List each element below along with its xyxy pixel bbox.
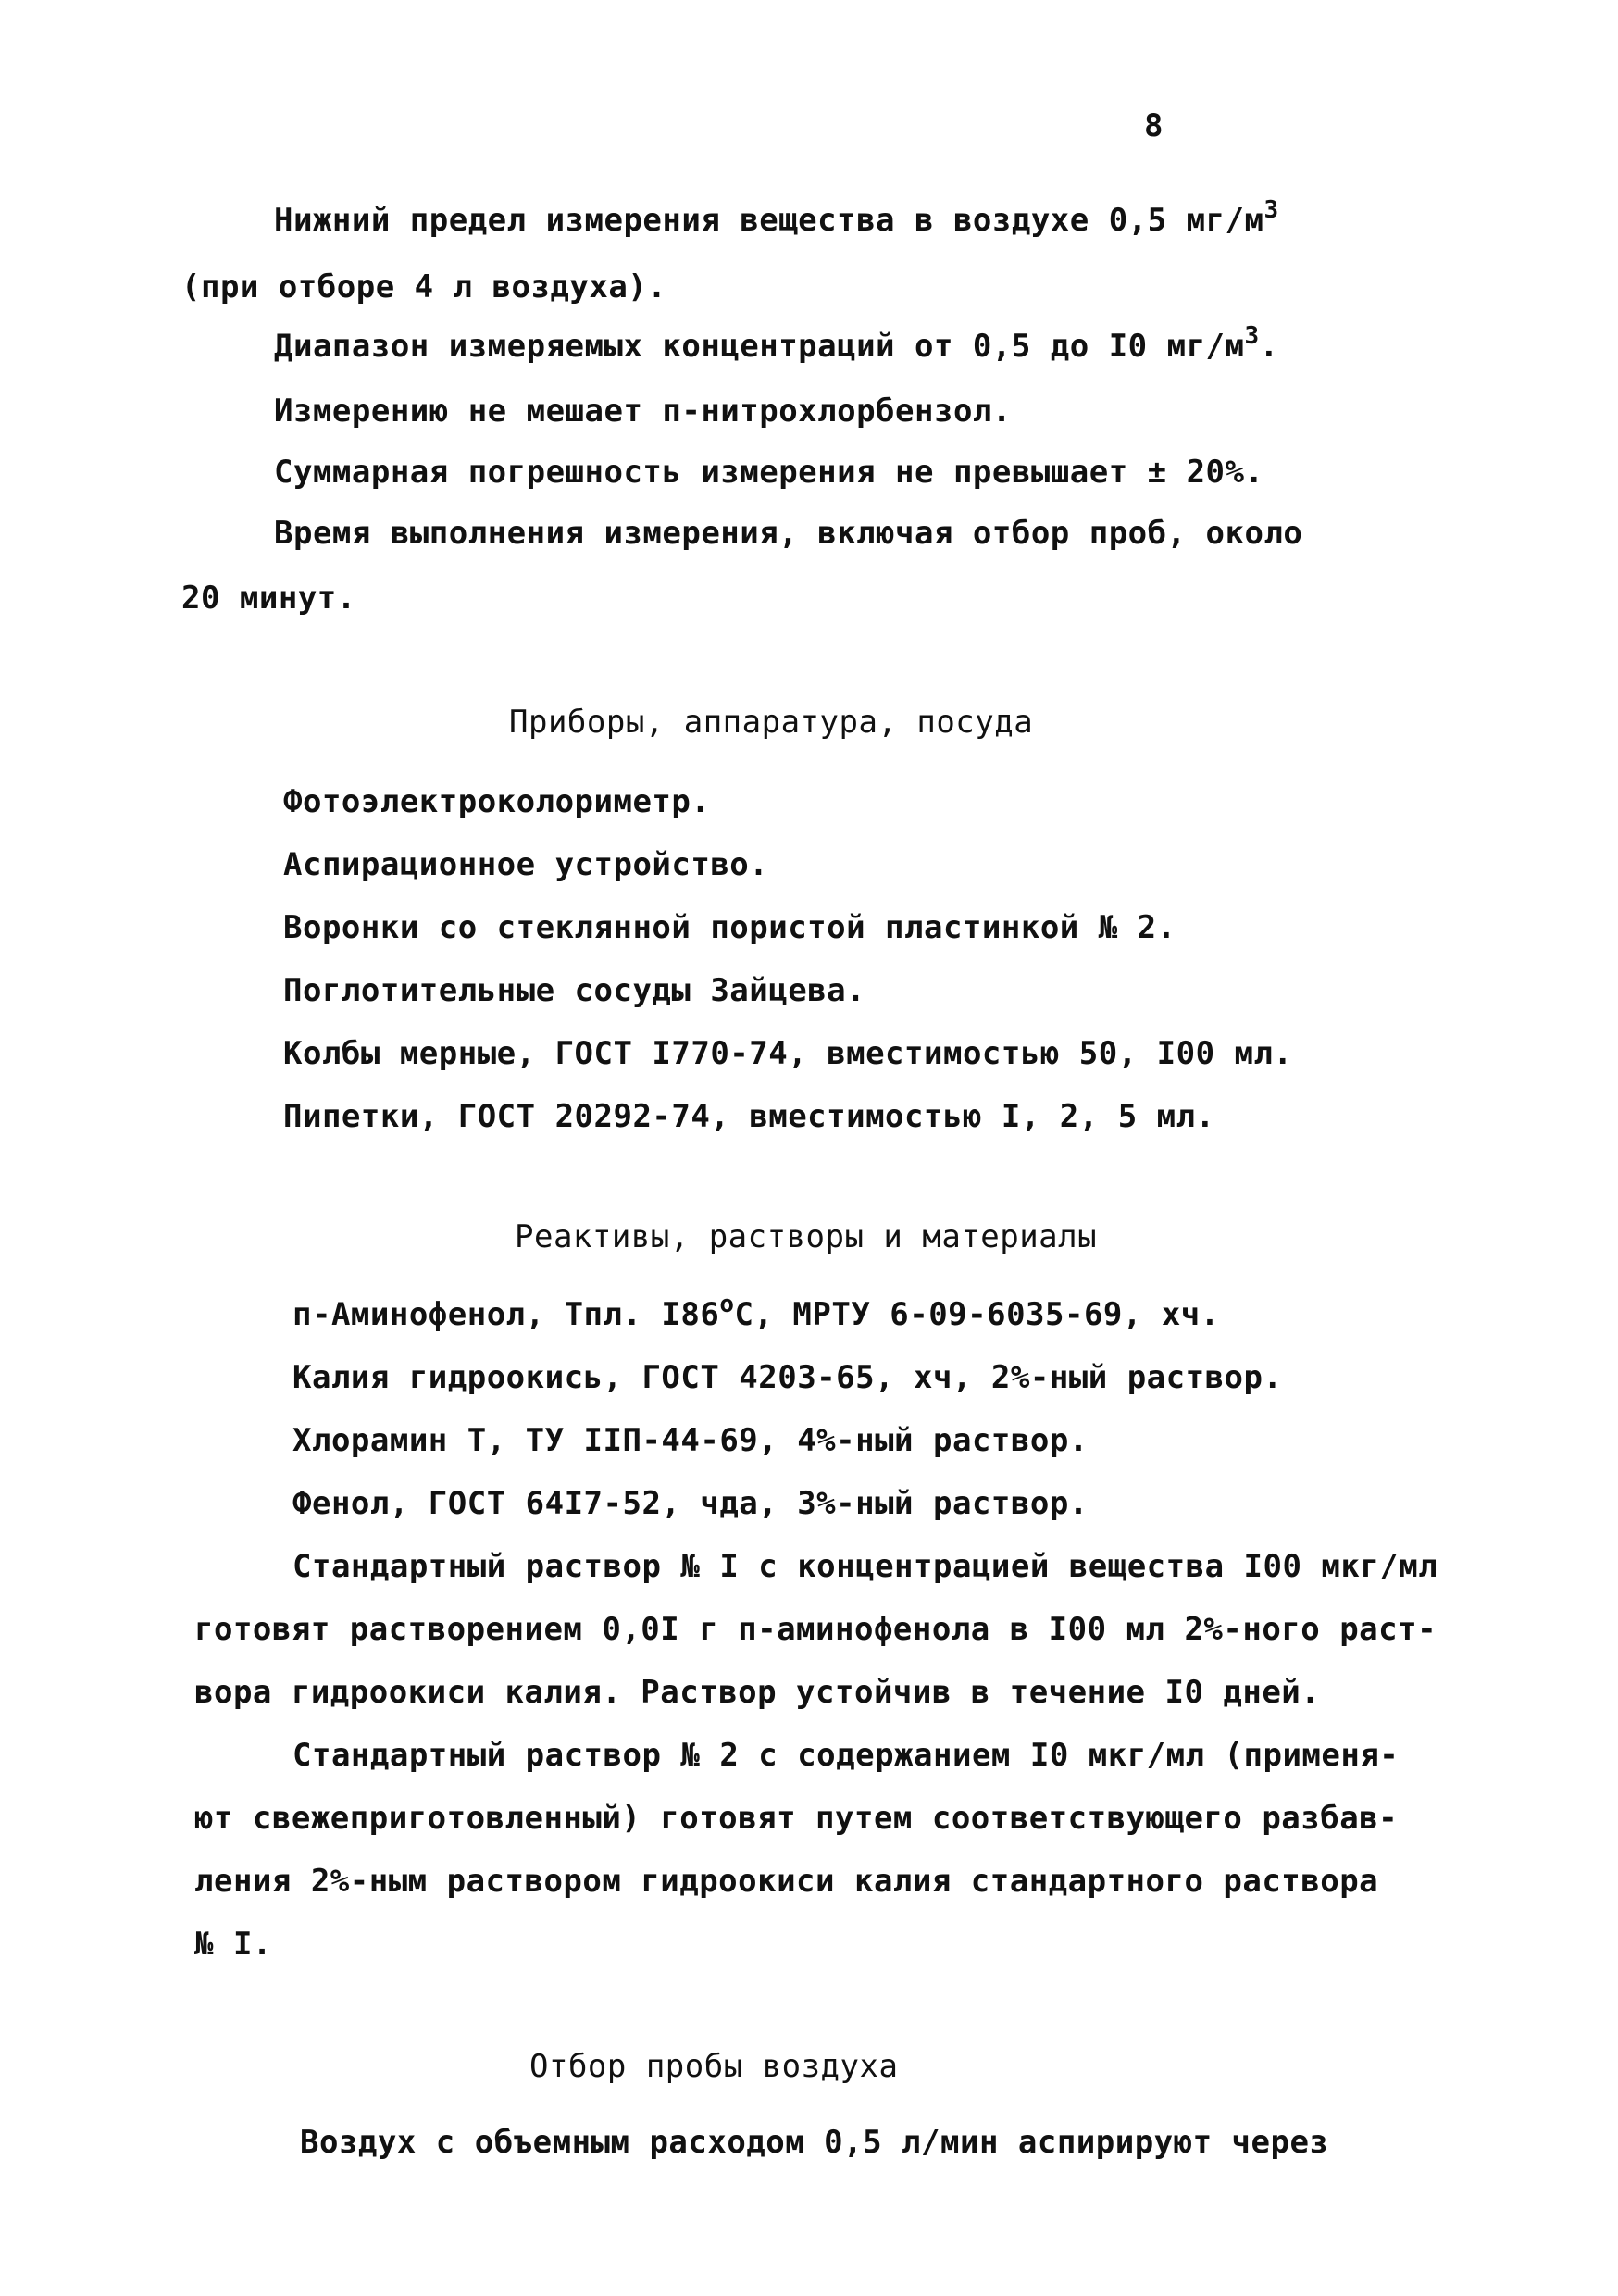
sampling-heading: Отбор пробы воздуха xyxy=(529,2048,899,2085)
standard2-line: Стандартный раствор № 2 с содержанием I0 мкг/мл (применя- xyxy=(292,1737,1400,1774)
reagent-item: Калия гидроокись, ГОСТ 4203-65, хч, 2%-ный раствор. xyxy=(292,1359,1283,1396)
equipment-item: Пипетки, ГОСТ 20292-74, вместимостью I, 2, 5 мл. xyxy=(283,1098,1215,1135)
range-text: Диапазон измеряемых концентраций от 0,5 до I0 мг/м xyxy=(274,328,1245,365)
standard1-line: готовят растворением 0,0I г п-аминофенола в I00 мл 2%-ного раст- xyxy=(194,1611,1438,1648)
reagent-text: п-Аминофенол, Тпл. I86 xyxy=(292,1296,720,1333)
equipment-item: Аспирационное устройство. xyxy=(283,846,769,883)
standard2-line: ления 2%-ным раствором гидроокиси калия стандартного раствора xyxy=(194,1863,1379,1900)
equipment-item: Колбы мерные, ГОСТ I770-74, вместимостью 50, I00 мл. xyxy=(283,1035,1293,1072)
time-line-1: Время выполнения измерения, включая отбор проб, около xyxy=(274,515,1303,552)
range-superscript: 3 xyxy=(1244,322,1260,350)
equipment-heading: Приборы, аппаратура, посуда xyxy=(509,704,1034,741)
page-number: 8 xyxy=(1144,107,1164,144)
degree-superscript: о xyxy=(719,1291,735,1318)
unit-superscript: 3 xyxy=(1263,196,1279,224)
equipment-item: Фотоэлектроколориметр. xyxy=(283,783,711,820)
time-line-2: 20 минут. xyxy=(181,580,356,617)
interference-line: Измерению не мешает п-нитрохлорбензол. xyxy=(274,393,1012,430)
range-line xyxy=(274,322,1279,365)
equipment-item: Воронки со стеклянной пористой пластинкой № 2. xyxy=(283,909,1176,946)
range-tail: . xyxy=(1259,328,1279,365)
standard1-line: Стандартный раствор № I с концентрацией вещества I00 мкг/мл xyxy=(292,1548,1438,1585)
standard1-line: вора гидроокиси калия. Раствор устойчив в течение I0 дней. xyxy=(194,1674,1321,1711)
lower-limit-text: Нижний предел измерения вещества в воздухе 0,5 мг/м xyxy=(274,202,1264,239)
lower-limit-line-2: (при отборе 4 л воздуха). xyxy=(181,268,667,306)
reagent-item: Хлорамин Т, ТУ IIП-44-69, 4%-ный раствор. xyxy=(292,1422,1089,1459)
reagent-item: Фенол, ГОСТ 64I7-52, чда, 3%-ный раствор. xyxy=(292,1485,1089,1522)
reagent-item xyxy=(292,1291,1220,1333)
equipment-item: Поглотительные сосуды Зайцева. xyxy=(283,972,866,1009)
error-line: Суммарная погрешность измерения не превышает ± 20%. xyxy=(274,454,1264,491)
standard2-line: № I. xyxy=(194,1926,272,1963)
reagents-heading: Реактивы, растворы и материалы xyxy=(515,1218,1098,1255)
standard2-line: ют свежеприготовленный) готовят путем соответствующего разбав- xyxy=(194,1800,1399,1837)
lower-limit-line-1 xyxy=(274,196,1279,239)
reagent-text-tail: С, МРТУ 6-09-6035-69, хч. xyxy=(734,1296,1220,1333)
sampling-text: Воздух с объемным расходом 0,5 л/мин аспирируют через xyxy=(300,2124,1329,2161)
